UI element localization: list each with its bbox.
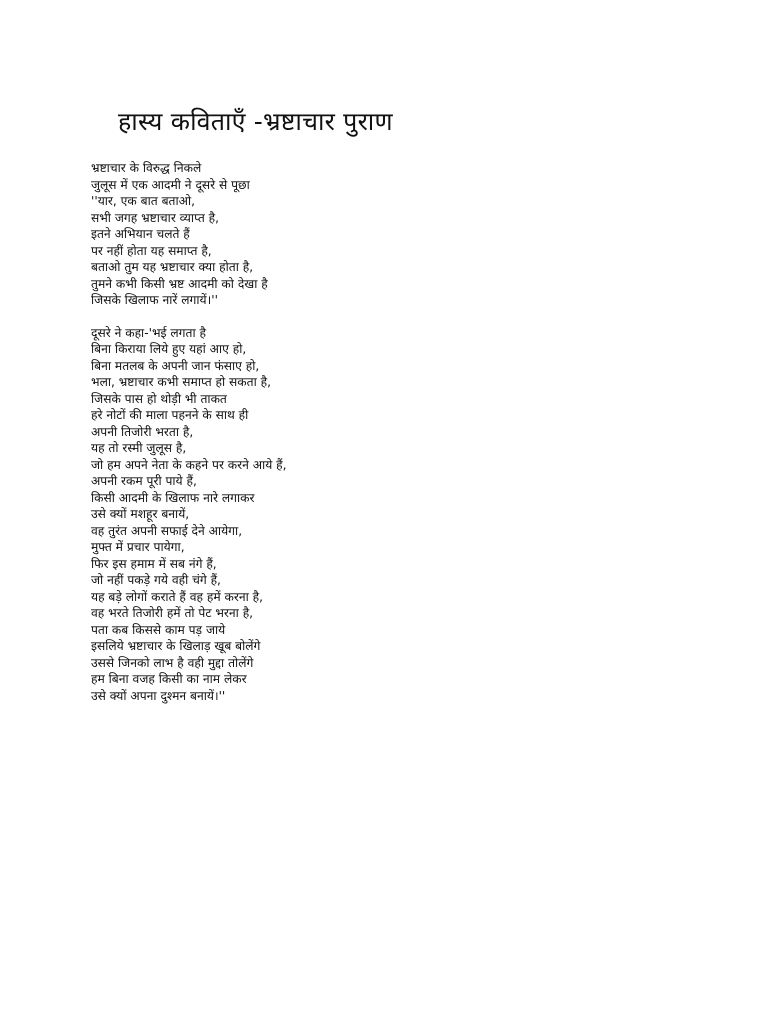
poem-line: उससे जिनको लाभ है वही मुद्दा तोलेंगे — [91, 655, 254, 670]
poem-line: बिना किराया लिये हुए यहां आए हो, — [91, 342, 247, 356]
poem-line: जो नहीं पकड़े गये वही चंगे हैं, — [91, 573, 221, 587]
poem-line: वह तुरंत अपनी सफाई देने आयेगा, — [91, 523, 243, 538]
poem-line: अपनी रकम पूरी पाये हैं, — [91, 474, 197, 488]
poem-line: दूसरे ने कहा-'भई लगता है — [91, 325, 206, 340]
poem-line: उसे क्यों मशहूर बनायें, — [91, 507, 190, 521]
poem-line: भ्रष्टाचार के विरुद्ध निकले — [91, 161, 202, 175]
poem-stanza — [91, 160, 731, 309]
poem-line: इसलिये भ्रष्टाचार के खिलाड़ खूब बोलेंगे — [91, 639, 261, 653]
poem-line: हरे नोटों की माला पहनने के साथ ही — [91, 408, 249, 422]
page-title: हास्य कविताएँ -भ्रष्टाचार पुराण — [118, 107, 393, 136]
poem-line: सभी जगह भ्रष्टाचार व्याप्त है, — [91, 210, 219, 225]
poem-body — [91, 160, 731, 720]
poem-line: वह भरते तिजोरी हमें तो पेट भरना है, — [91, 606, 254, 620]
poem-line: हम बिना वजह किसी का नाम लेकर — [91, 672, 247, 686]
poem-line: जुलूस में एक आदमी ने दूसरे से पूछा — [91, 177, 250, 192]
poem-line: फिर इस हमाम में सब नंगे हैं, — [91, 556, 217, 571]
poem-line: पर नहीं होता यह समाप्त है, — [91, 243, 212, 258]
poem-line: अपनी तिजोरी भरता है, — [91, 424, 194, 439]
poem-line: पता कब किससे काम पड़ जाये — [91, 622, 226, 637]
poem-line: बताओ तुम यह भ्रष्टाचार क्या होता है, — [91, 260, 254, 274]
poem-line: उसे क्यों अपना दुश्मन बनायें।'' — [91, 688, 226, 703]
poem-line: तुमने कभी किसी भ्रष्ट आदमी को देखा है — [91, 276, 268, 291]
poem-line: यह बड़े लोगों कराते हैं वह हमें करना है, — [91, 589, 263, 604]
poem-line: किसी आदमी के खिलाफ नारे लगाकर — [91, 490, 255, 505]
poem-stanza — [91, 325, 731, 705]
poem-line: जिसके पास हो थोड़ी भी ताकत — [91, 391, 227, 406]
poem-line: भला, भ्रष्टाचार कभी समाप्त हो सकता है, — [91, 375, 271, 389]
poem-line: जो हम अपने नेता के कहने पर करने आये हैं, — [91, 457, 287, 472]
poem-line: जिसके खिलाफ नारें लगायें।'' — [91, 293, 218, 307]
poem-line: मुफ्त में प्रचार पायेगा, — [91, 540, 185, 554]
poem-line: इतने अभियान चलते हैं — [91, 227, 190, 241]
poem-line: ''यार, एक बात बताओ, — [91, 194, 195, 208]
poem-line: यह तो रस्मी जुलूस है, — [91, 441, 187, 455]
poem-line: बिना मतलब के अपनी जान फंसाए हो, — [91, 358, 260, 373]
